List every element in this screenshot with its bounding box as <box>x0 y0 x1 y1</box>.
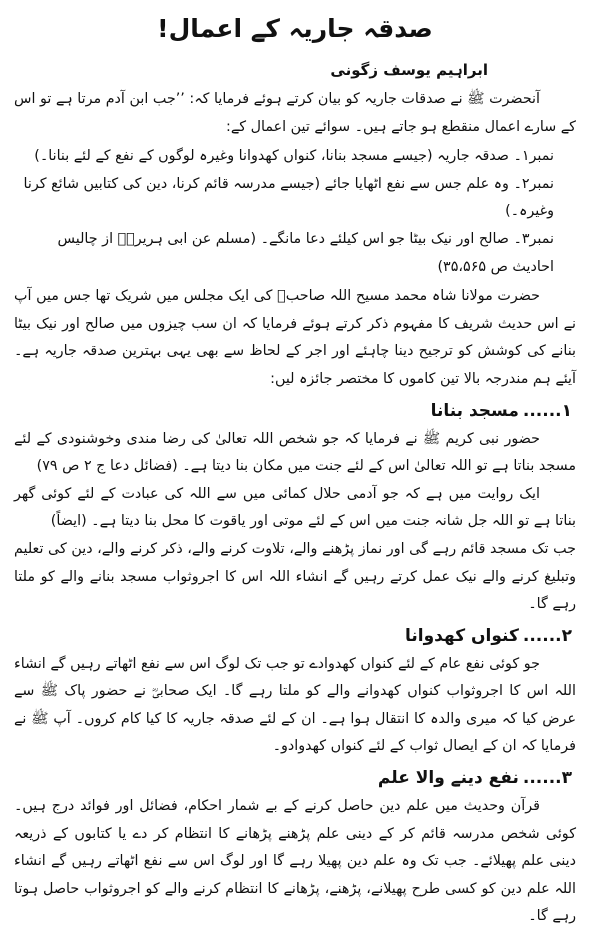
section-heading-well <box>14 621 576 651</box>
section-number: ۱...... <box>522 400 572 421</box>
section-number: ۳...... <box>522 768 572 789</box>
author-name: ابراہیم یوسف زگونی <box>330 61 488 79</box>
body-paragraph: حضور نبی کریم ﷺ نے فرمایا کہ جو شخص اللہ تعالیٰ کی رضا مندی وخوشنودی کے لئے مسجد بناتا ہے تو اللہ تعالیٰ اس کے لئے جنت میں مکان بنا دیتا ہے۔ (فضائل دعا ج ۲ ص ۷۹) <box>14 430 576 475</box>
three-deeds-list <box>14 143 576 281</box>
intro-paragraph: آنحضرت ﷺ نے صدقات جاریہ کو بیان کرتے ہوئے فرمایا کہ: ’’جب ابن آدم مرتا ہے تو اس کے سارے اعمال منقطع ہو جاتے ہیں۔ سوائے تین اعمال کے: <box>14 91 576 135</box>
list-item: نمبر۳۔ صالح اور نیک بیٹا جو اس کیلئے دعا مانگے۔ (مسلم عن ابی ہریرہؓ از چالیس احادیث ص ۳۵،۵۶۵) <box>57 230 554 275</box>
section-title: کنواں کھدوانا <box>405 625 519 646</box>
body-paragraph: جب تک مسجد قائم رہے گی اور نماز پڑھنے والے، تلاوت کرنے والے، ذکر کرنے والے، دین کی تعلیم وتبلیغ کرنے والے نیک عمل کرتے رہیں گے انشاء اللہ اس کا اجروثواب مسجد بنانے والے کو ملتا رہے گا۔ <box>14 540 576 613</box>
article-title: صدقہ جاریہ کے اعمال! <box>157 14 433 43</box>
section-heading-mosque <box>14 396 576 426</box>
section-number: ۲...... <box>522 625 572 646</box>
section-title: مسجد بنانا <box>430 400 519 421</box>
body-paragraph: قرآن وحدیث میں علم دین حاصل کرنے کے بے شمار احکام، فضائل اور فوائد درج ہیں۔ کوئی شخص مدرسہ قائم کر کے دینی علم پڑھنے پڑھانے کا انتظام کر دے یا کتابوں کے ذریعہ دینی علم پھیلائے۔ جب تک وہ علم دین پھیلا رہے گا اور لوگ اس سے نفع اٹھاتے رہیں گے انشاء اللہ علم دین کو کسی طرح پھیلانے، پڑھنے، پڑھانے کا انتظام کرنے والے کو اجروثواب حاصل ہوتا رہے گا۔ <box>14 798 576 925</box>
list-item: نمبر۲۔ وہ علم جس سے نفع اٹھایا جائے (جیسے مدرسہ قائم کرنا، دین کی کتابیں شائع کرنا وغیرہ۔) <box>23 175 554 220</box>
body-paragraph: ایک روایت میں ہے کہ جو آدمی حلال کمائی میں سے اللہ کی عبادت کے لئے کوئی گھر بناتا ہے تو اللہ جل شانہ جنت میں اس کے لئے موتی اور یاقوت کا محل بنا دیتا ہے۔ (ایضاً) <box>14 485 576 530</box>
body-paragraph: جو کوئی نفع عام کے لئے کنواں کھدوادے تو جب تک لوگ اس سے نفع اٹھاتے رہیں گے انشاء اللہ اس کا اجروثواب کنواں کھدوانے والے کو ملتا رہے گا۔ ایک صحابیؓ نے حضور پاک ﷺ سے عرض کیا کہ میری والدہ کا انتقال ہوا ہے۔ ان کے لئے صدقہ جاریہ کا کیا کام کروں۔ آپ ﷺ نے فرمایا کہ ان کے ایصال ثواب کے لئے کنواں کھدوادو۔ <box>14 655 576 755</box>
list-item: نمبر۱۔ صدقہ جاریہ (جیسے مسجد بنانا، کنواں کھدوانا وغیرہ لوگوں کے نفع کے لئے بنانا۔) <box>34 148 554 165</box>
section-title: نفع دینے والا علم <box>377 768 519 789</box>
section-heading-knowledge <box>14 763 576 793</box>
body-paragraph: حضرت مولانا شاہ محمد مسیح اللہ صاحبؒ کی ایک مجلس میں شریک تھا جس میں آپ نے اس حدیث شریف کا مفہوم ذکر کرتے ہوئے فرمایا کہ ان سب چیزوں میں صالح اور نیک بیٹا بنانے کی کوشش کو ترجیح دینا چاہئے اور اجر کے لحاظ سے بھی یہی بہترین صدقہ جاریہ ہے۔ آیئے ہم مندرجہ بالا تین کاموں کا مختصر جائزہ لیں: <box>14 288 576 387</box>
